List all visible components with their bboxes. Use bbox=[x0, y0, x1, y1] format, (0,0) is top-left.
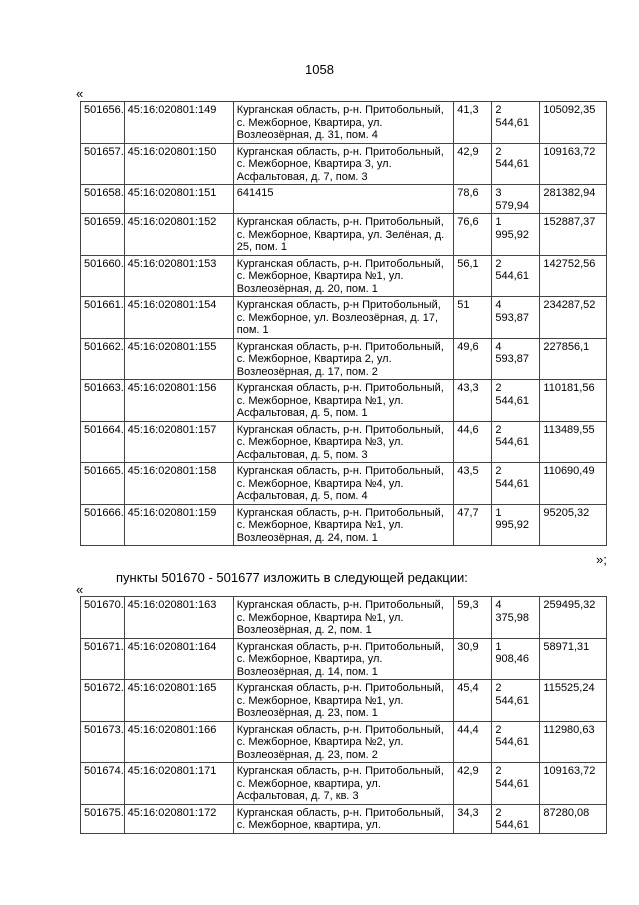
address-cell: Курганская область, р-н. Притобольный, с. Межборное, Квартира, ул. Зелёная, д. 25, пом. 1 bbox=[233, 214, 453, 256]
row-number-cell: 501673. bbox=[81, 721, 125, 763]
table-row bbox=[81, 255, 607, 297]
address-cell: 641415 bbox=[233, 185, 453, 214]
row-number-cell: 501670. bbox=[81, 597, 125, 639]
table-row bbox=[81, 185, 607, 214]
total-cost-cell: 109163,72 bbox=[540, 143, 607, 185]
address-cell: Курганская область, р-н Притобольный, с. Межборное, ул. Возлеозёрная, д. 17, пом. 1 bbox=[233, 297, 453, 339]
total-cost-cell: 58971,31 bbox=[540, 638, 607, 680]
row-number-cell: 501674. bbox=[81, 763, 125, 805]
cadastral-number-cell: 45:16:020801:164 bbox=[124, 638, 233, 680]
cost-per-unit-cell: 2 544,61 bbox=[492, 721, 540, 763]
area-cell: 43,5 bbox=[454, 463, 492, 505]
registry-table-2 bbox=[80, 596, 607, 834]
table-row bbox=[81, 214, 607, 256]
cost-per-unit-cell: 4 375,98 bbox=[492, 597, 540, 639]
cadastral-number-cell: 45:16:020801:157 bbox=[124, 421, 233, 463]
table-row bbox=[81, 421, 607, 463]
area-cell: 41,3 bbox=[454, 102, 492, 144]
row-number-cell: 501657. bbox=[81, 143, 125, 185]
cost-per-unit-cell: 1 995,92 bbox=[492, 504, 540, 546]
cost-per-unit-cell: 2 544,61 bbox=[492, 763, 540, 805]
cost-per-unit-cell: 2 544,61 bbox=[492, 463, 540, 505]
table-row bbox=[81, 763, 607, 805]
cost-per-unit-cell: 1 995,92 bbox=[492, 214, 540, 256]
cost-per-unit-cell: 4 593,87 bbox=[492, 297, 540, 339]
address-cell: Курганская область, р-н. Притобольный, с. Межборное, Квартира №1, ул. Возлеозёрная, д. 23, пом. 1 bbox=[233, 680, 453, 722]
registry-table-1 bbox=[80, 101, 607, 546]
row-number-cell: 501656. bbox=[81, 102, 125, 144]
total-cost-cell: 259495,32 bbox=[540, 597, 607, 639]
row-number-cell: 501660. bbox=[81, 255, 125, 297]
area-cell: 42,9 bbox=[454, 763, 492, 805]
total-cost-cell: 115525,24 bbox=[540, 680, 607, 722]
row-number-cell: 501675. bbox=[81, 804, 125, 833]
area-cell: 43,3 bbox=[454, 380, 492, 422]
area-cell: 44,4 bbox=[454, 721, 492, 763]
area-cell: 34,3 bbox=[454, 804, 492, 833]
area-cell: 59,3 bbox=[454, 597, 492, 639]
area-cell: 45,4 bbox=[454, 680, 492, 722]
row-number-cell: 501658. bbox=[81, 185, 125, 214]
area-cell: 44,6 bbox=[454, 421, 492, 463]
table-row bbox=[81, 338, 607, 380]
area-cell: 51 bbox=[454, 297, 492, 339]
table-row bbox=[81, 504, 607, 546]
cadastral-number-cell: 45:16:020801:166 bbox=[124, 721, 233, 763]
total-cost-cell: 281382,94 bbox=[540, 185, 607, 214]
cadastral-number-cell: 45:16:020801:158 bbox=[124, 463, 233, 505]
table-row bbox=[81, 680, 607, 722]
table-row bbox=[81, 102, 607, 144]
cadastral-number-cell: 45:16:020801:154 bbox=[124, 297, 233, 339]
cadastral-number-cell: 45:16:020801:153 bbox=[124, 255, 233, 297]
row-number-cell: 501664. bbox=[81, 421, 125, 463]
amendment-paragraph: пункты 501670 - 501677 изложить в следующей редакции: bbox=[116, 570, 468, 585]
address-cell: Курганская область, р-н. Притобольный, с. Межборное, Квартира, ул. Возлеозёрная, д. 14, пом. 1 bbox=[233, 638, 453, 680]
row-number-cell: 501666. bbox=[81, 504, 125, 546]
total-cost-cell: 87280,08 bbox=[540, 804, 607, 833]
table-row bbox=[81, 380, 607, 422]
table-row bbox=[81, 804, 607, 833]
address-cell: Курганская область, р-н. Притобольный, с. Межборное, квартира, ул. bbox=[233, 804, 453, 833]
address-cell: Курганская область, р-н. Притобольный, с. Межборное, Квартира №1, ул. Асфальтовая, д. 5, пом. 1 bbox=[233, 380, 453, 422]
area-cell: 49,6 bbox=[454, 338, 492, 380]
row-number-cell: 501662. bbox=[81, 338, 125, 380]
cost-per-unit-cell: 2 544,61 bbox=[492, 680, 540, 722]
total-cost-cell: 95205,32 bbox=[540, 504, 607, 546]
cadastral-number-cell: 45:16:020801:171 bbox=[124, 763, 233, 805]
area-cell: 47,7 bbox=[454, 504, 492, 546]
open-quote-1: « bbox=[76, 86, 84, 101]
cadastral-number-cell: 45:16:020801:151 bbox=[124, 185, 233, 214]
total-cost-cell: 110690,49 bbox=[540, 463, 607, 505]
area-cell: 78,6 bbox=[454, 185, 492, 214]
area-cell: 76,6 bbox=[454, 214, 492, 256]
cost-per-unit-cell: 1 908,46 bbox=[492, 638, 540, 680]
address-cell: Курганская область, р-н. Притобольный, с. Межборное, Квартира №3, ул. Асфальтовая, д. 5, пом. 3 bbox=[233, 421, 453, 463]
cadastral-number-cell: 45:16:020801:155 bbox=[124, 338, 233, 380]
total-cost-cell: 110181,56 bbox=[540, 380, 607, 422]
table-row bbox=[81, 297, 607, 339]
cadastral-number-cell: 45:16:020801:163 bbox=[124, 597, 233, 639]
table-row bbox=[81, 463, 607, 505]
table-row bbox=[81, 597, 607, 639]
address-cell: Курганская область, р-н. Притобольный, с. Межборное, Квартира №1, ул. Возлеозёрная, д. 24, пом. 1 bbox=[233, 504, 453, 546]
total-cost-cell: 142752,56 bbox=[540, 255, 607, 297]
cost-per-unit-cell: 4 593,87 bbox=[492, 338, 540, 380]
cost-per-unit-cell: 2 544,61 bbox=[492, 421, 540, 463]
address-cell: Курганская область, р-н. Притобольный, с. Межборное, квартира, ул. Асфальтовая, д. 7, кв. 3 bbox=[233, 763, 453, 805]
row-number-cell: 501665. bbox=[81, 463, 125, 505]
cadastral-number-cell: 45:16:020801:159 bbox=[124, 504, 233, 546]
total-cost-cell: 112980,63 bbox=[540, 721, 607, 763]
cadastral-number-cell: 45:16:020801:172 bbox=[124, 804, 233, 833]
cost-per-unit-cell: 3 579,94 bbox=[492, 185, 540, 214]
row-number-cell: 501671. bbox=[81, 638, 125, 680]
page-number: 1058 bbox=[305, 62, 334, 77]
cadastral-number-cell: 45:16:020801:152 bbox=[124, 214, 233, 256]
row-number-cell: 501672. bbox=[81, 680, 125, 722]
cost-per-unit-cell: 2 544,61 bbox=[492, 804, 540, 833]
total-cost-cell: 113489,55 bbox=[540, 421, 607, 463]
row-number-cell: 501659. bbox=[81, 214, 125, 256]
total-cost-cell: 227856,1 bbox=[540, 338, 607, 380]
cost-per-unit-cell: 2 544,61 bbox=[492, 102, 540, 144]
total-cost-cell: 105092,35 bbox=[540, 102, 607, 144]
row-number-cell: 501661. bbox=[81, 297, 125, 339]
table-row bbox=[81, 721, 607, 763]
open-quote-2: « bbox=[76, 582, 84, 597]
cadastral-number-cell: 45:16:020801:156 bbox=[124, 380, 233, 422]
cadastral-number-cell: 45:16:020801:150 bbox=[124, 143, 233, 185]
address-cell: Курганская область, р-н. Притобольный, с. Межборное, Квартира №4, ул. Асфальтовая, д. 5, пом. 4 bbox=[233, 463, 453, 505]
area-cell: 42,9 bbox=[454, 143, 492, 185]
cost-per-unit-cell: 2 544,61 bbox=[492, 143, 540, 185]
address-cell: Курганская область, р-н. Притобольный, с. Межборное, Квартира №1, ул. Возлеозёрная, д. 20, пом. 1 bbox=[233, 255, 453, 297]
area-cell: 30,9 bbox=[454, 638, 492, 680]
cost-per-unit-cell: 2 544,61 bbox=[492, 255, 540, 297]
total-cost-cell: 152887,37 bbox=[540, 214, 607, 256]
address-cell: Курганская область, р-н. Притобольный, с. Межборное, Квартира №2, ул. Возлеозёрная, д. 23, пом. 2 bbox=[233, 721, 453, 763]
cadastral-number-cell: 45:16:020801:165 bbox=[124, 680, 233, 722]
cost-per-unit-cell: 2 544,61 bbox=[492, 380, 540, 422]
address-cell: Курганская область, р-н. Притобольный, с. Межборное, Квартира, ул. Возлеозёрная, д. 31, пом. 4 bbox=[233, 102, 453, 144]
total-cost-cell: 109163,72 bbox=[540, 763, 607, 805]
row-number-cell: 501663. bbox=[81, 380, 125, 422]
address-cell: Курганская область, р-н. Притобольный, с. Межборное, Квартира 3, ул. Асфальтовая, д. 7, пом. 3 bbox=[233, 143, 453, 185]
table-row bbox=[81, 143, 607, 185]
total-cost-cell: 234287,52 bbox=[540, 297, 607, 339]
area-cell: 56,1 bbox=[454, 255, 492, 297]
cadastral-number-cell: 45:16:020801:149 bbox=[124, 102, 233, 144]
address-cell: Курганская область, р-н. Притобольный, с. Межборное, Квартира №1, ул. Возлеозёрная, д. 2, пом. 1 bbox=[233, 597, 453, 639]
close-quote: »; bbox=[596, 552, 607, 567]
table-row bbox=[81, 638, 607, 680]
address-cell: Курганская область, р-н. Притобольный, с. Межборное, Квартира 2, ул. Возлеозёрная, д. 17, пом. 2 bbox=[233, 338, 453, 380]
